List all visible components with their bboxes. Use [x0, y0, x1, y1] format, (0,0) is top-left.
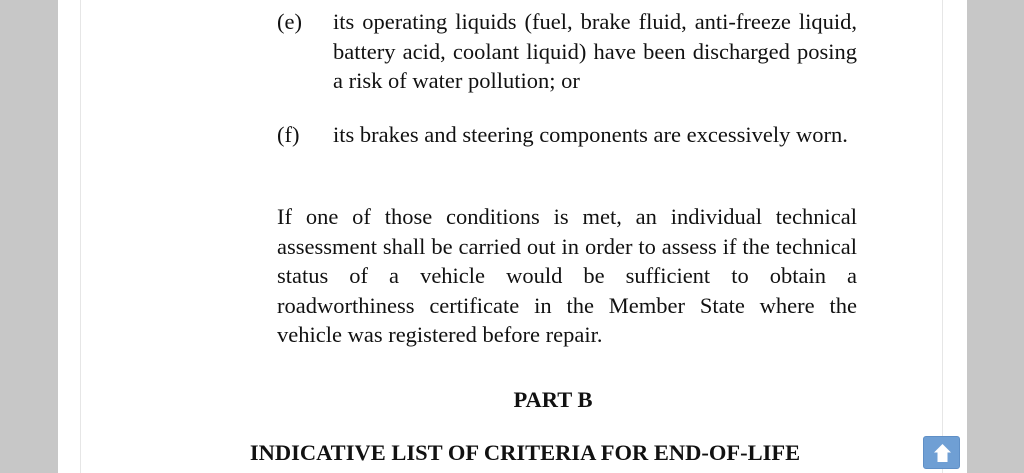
section-heading: INDICATIVE LIST OF CRITERIA FOR END-OF-LIFE [249, 440, 801, 465]
part-heading: PART B [513, 387, 593, 412]
list-item-text: its operating liquids (fuel, brake fluid, anti-freeze liquid, battery acid, coolant liquid) have been discharged posing a risk of water pollution; or [333, 9, 857, 93]
list-item-label: (e) [277, 9, 302, 34]
scroll-to-top-button[interactable] [923, 436, 960, 469]
arrow-up-icon [933, 443, 952, 463]
list-item-label: (f) [277, 122, 300, 147]
list-item-text: its brakes and steering components are excessively worn. [333, 122, 848, 147]
body-paragraph: If one of those conditions is met, an individual technical assessment shall be carried out in order to assess if the technical status of a vehicle would be sufficient to obtain a roadworthiness certificate in the Member State where the vehicle was registered before repair. [277, 204, 857, 347]
